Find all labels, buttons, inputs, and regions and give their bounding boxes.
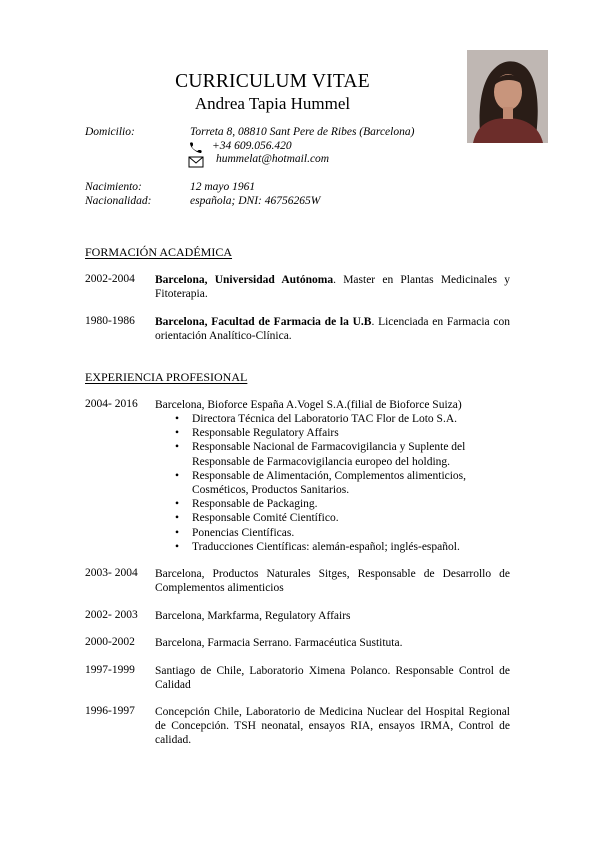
experiencia-entry: Concepción Chile, Laboratorio de Medicina Nuclear del Hospital Regional de Concepción. TSH neonatal, ensayos RIA, ensayos IRMA, Control de calidad. xyxy=(155,706,510,747)
nacimiento-value: 12 mayo 1961 xyxy=(190,181,256,193)
list-item: • Responsable Regulatory Affairs xyxy=(175,426,515,440)
person-name: Andrea Tapia Hummel xyxy=(194,94,351,113)
email-value[interactable]: hummelat@hotmail.com xyxy=(216,153,330,165)
experiencia-years: 2003- 2004 xyxy=(85,567,138,579)
experiencia-entry: Barcelona, Farmacia Serrano. Farmacéutica Sustituta. xyxy=(155,637,403,649)
experiencia-entry: Barcelona, Bioforce España A.Vogel S.A.(filial de Bioforce Suiza) xyxy=(155,399,462,411)
experiencia-years: 2002- 2003 xyxy=(85,609,138,621)
portrait-image xyxy=(467,50,548,143)
phone-icon xyxy=(188,141,204,153)
list-item: • Responsable de Packaging. xyxy=(175,497,515,511)
experiencia-entry: Barcelona, Markfarma, Regulatory Affairs xyxy=(155,610,351,622)
experiencia-years: 1997-1999 xyxy=(85,664,135,676)
domicilio-label: Domicilio: xyxy=(85,126,135,138)
formacion-detail: . Master en Plantas Medicinales y Fitoterapia. xyxy=(155,274,510,301)
responsibilities-list xyxy=(175,412,515,554)
list-item: • Responsable Nacional de Farmacovigilancia y Suplente del Responsable de Farmacovigilancia europeo del holding. xyxy=(175,440,515,468)
experiencia-entry: Santiago de Chile, Laboratorio Ximena Polanco. Responsable Control de Calidad xyxy=(155,665,510,692)
nacimiento-label: Nacimiento: xyxy=(85,181,142,193)
experiencia-years: 2004- 2016 xyxy=(85,398,138,410)
phone-value: +34 609.056.420 xyxy=(212,140,292,152)
profile-photo xyxy=(467,50,548,143)
formacion-detail: . Licenciada en Farmacia con orientación Analítico-Clínica. xyxy=(155,316,510,343)
nacionalidad-label: Nacionalidad: xyxy=(85,195,152,207)
formacion-entry xyxy=(155,273,510,301)
list-item: • Responsable de Alimentación, Complementos alimenticios, Cosméticos, Productos Sanitarios. xyxy=(175,469,515,497)
cv-title: CURRICULUM VITAE xyxy=(175,71,370,92)
formacion-heading: FORMACIÓN ACADÉMICA xyxy=(85,245,233,259)
formacion-entry xyxy=(155,315,510,343)
experiencia-years: 2000-2002 xyxy=(85,636,135,648)
list-item: • Directora Técnica del Laboratorio TAC Flor de Loto S.A. xyxy=(175,412,515,426)
list-item: • Traducciones Científicas: alemán-español; inglés-español. xyxy=(175,540,515,554)
formacion-institution: Barcelona, Universidad Autónoma xyxy=(155,274,334,286)
experiencia-entry: Barcelona, Productos Naturales Sitges, Responsable de Desarrollo de Complementos alimenticios xyxy=(155,568,510,595)
formacion-institution: Barcelona, Facultad de Farmacia de la U.B xyxy=(155,316,372,328)
experiencia-heading: EXPERIENCIA PROFESIONAL xyxy=(85,370,248,384)
formacion-years: 2002-2004 xyxy=(85,273,135,285)
list-item: • Responsable Comité Científico. xyxy=(175,511,515,525)
nacionalidad-value: española; DNI: 46756265W xyxy=(190,195,321,207)
envelope-icon xyxy=(188,156,204,168)
experiencia-years: 1996-1997 xyxy=(85,705,135,717)
list-item: • Ponencias Científicas. xyxy=(175,526,515,540)
formacion-years: 1980-1986 xyxy=(85,315,135,327)
domicilio-value: Torreta 8, 08810 Sant Pere de Ribes (Barcelona) xyxy=(190,126,415,138)
